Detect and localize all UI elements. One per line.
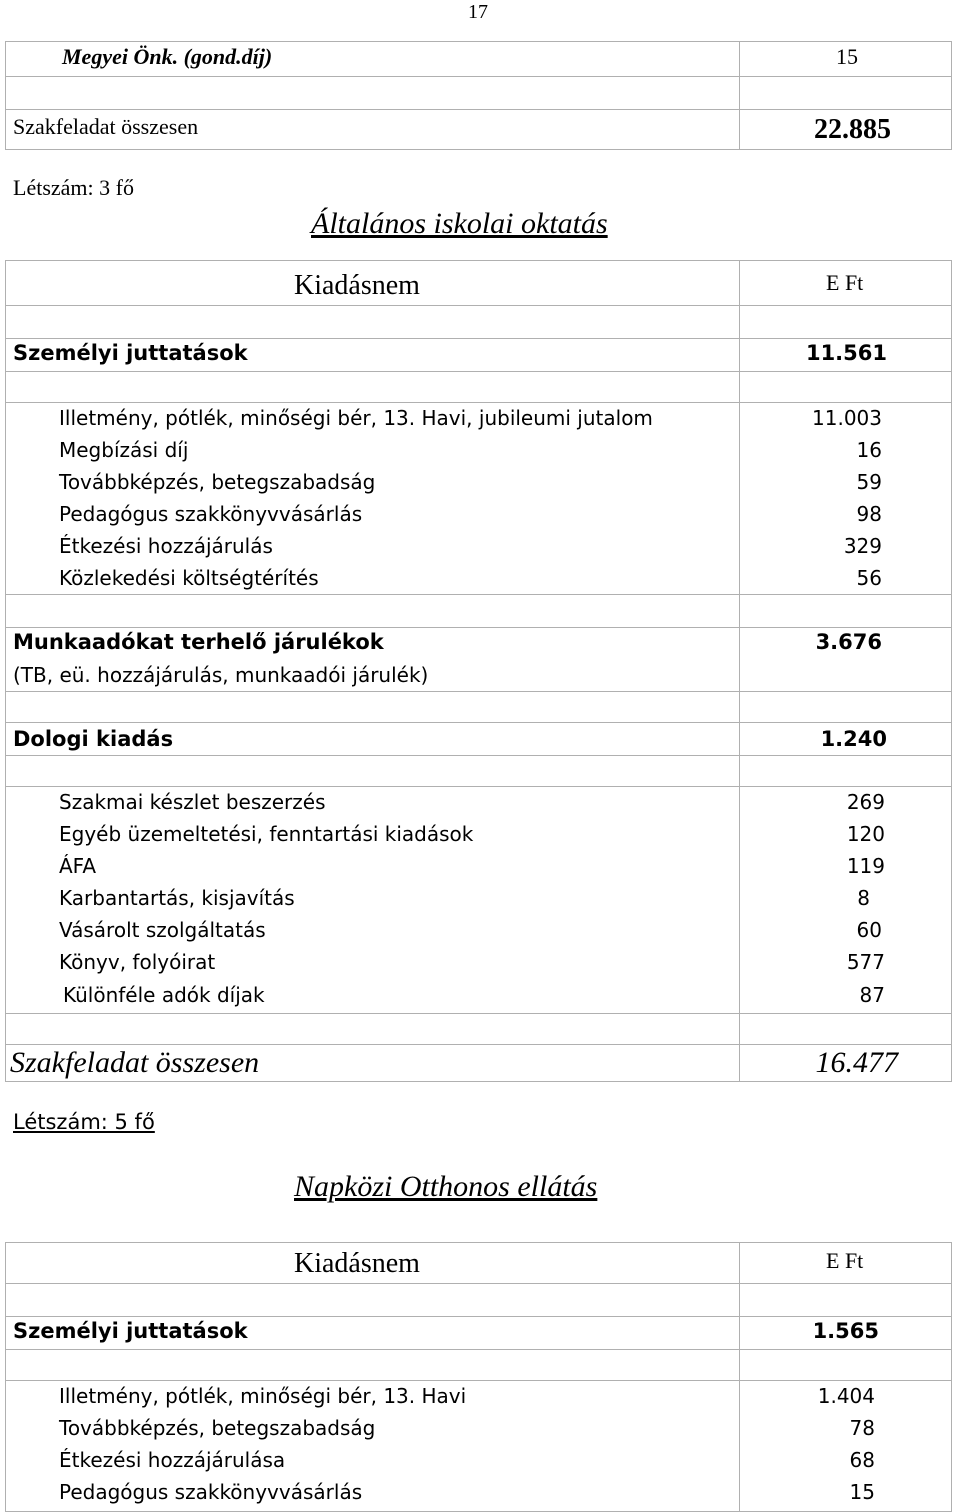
list-item-value: 59 [856,470,882,494]
list-item-value: 329 [843,534,882,558]
list-item: Pedagógus szakkönyvvásárlás [59,502,363,526]
total-label: Szakfeladat összesen [13,114,199,139]
employer-contributions-value: 3.676 [815,630,882,654]
list-item: Megbízási díj [59,438,189,462]
list-item: Különféle adók díjak [63,983,265,1007]
section-total-value: 16.477 [815,1046,898,1079]
column-header-unit: E Ft [826,270,864,295]
personal-label: Személyi juttatások [13,341,248,365]
list-item-value: 119 [846,854,885,878]
list-item: Étkezési hozzájárulása [59,1448,286,1472]
list-item-value: 16 [856,438,882,462]
column-header-expense-type: Kiadásnem [294,270,420,301]
personal-value: 1.565 [812,1319,879,1343]
list-item: Egyéb üzemeltetési, fenntartási kiadások [59,822,474,846]
county-fee-value: 15 [836,44,858,69]
section-total-label: Szakfeladat összesen [10,1046,260,1079]
list-item-value: 11.003 [812,406,882,430]
column-header-unit: E Ft [826,1248,864,1273]
list-item: Közlekedési költségtérítés [59,566,319,590]
section-title-primary-school: Általános iskolai oktatás [311,207,608,240]
list-item-value: 56 [856,566,882,590]
list-item-value: 8 [857,886,870,910]
list-item: Karbantartás, kisjavítás [59,886,295,910]
list-item: Pedagógus szakkönyvvásárlás [59,1480,363,1504]
list-item: Vásárolt szolgáltatás [59,918,266,942]
list-item-value: 60 [856,918,882,942]
list-item: Szakmai készlet beszerzés [59,790,326,814]
list-item-value: 1.404 [817,1384,875,1408]
list-item-value: 68 [849,1448,875,1472]
page-number: 17 [468,1,488,23]
list-item-value: 15 [849,1480,875,1504]
total-value: 22.885 [814,114,891,145]
list-item: Továbbképzés, betegszabadság [59,1416,376,1440]
list-item-value: 98 [856,502,882,526]
list-item-value: 87 [859,983,885,1007]
personal-value: 11.561 [805,341,887,365]
list-item: Illetmény, pótlék, minőségi bér, 13. Havi, jubileumi jutalom [59,406,653,430]
list-item-value: 577 [846,950,885,974]
personal-label: Személyi juttatások [13,1319,248,1343]
list-item-value: 120 [846,822,885,846]
list-item-value: 269 [846,790,885,814]
employer-contributions-sublabel: (TB, eü. hozzájárulás, munkaadói járulék) [13,663,429,687]
column-header-expense-type: Kiadásnem [294,1248,420,1279]
headcount-1: Létszám: 3 fő [13,175,134,200]
headcount-2: Létszám: 5 fő [13,1110,155,1134]
material-expenses-label: Dologi kiadás [13,727,174,751]
material-expenses-value: 1.240 [820,727,887,751]
employer-contributions-label: Munkaadókat terhelő járulékok [13,630,384,654]
list-item-value: 78 [849,1416,875,1440]
list-item: ÁFA [59,854,97,878]
list-item: Könyv, folyóirat [59,950,216,974]
list-item: Illetmény, pótlék, minőségi bér, 13. Havi [59,1384,467,1408]
list-item: Továbbképzés, betegszabadság [59,470,376,494]
list-item: Étkezési hozzájárulás [59,534,273,558]
section-title-daycare: Napközi Otthonos ellátás [294,1170,598,1203]
county-fee-label: Megyei Önk. (gond.díj) [62,44,273,69]
